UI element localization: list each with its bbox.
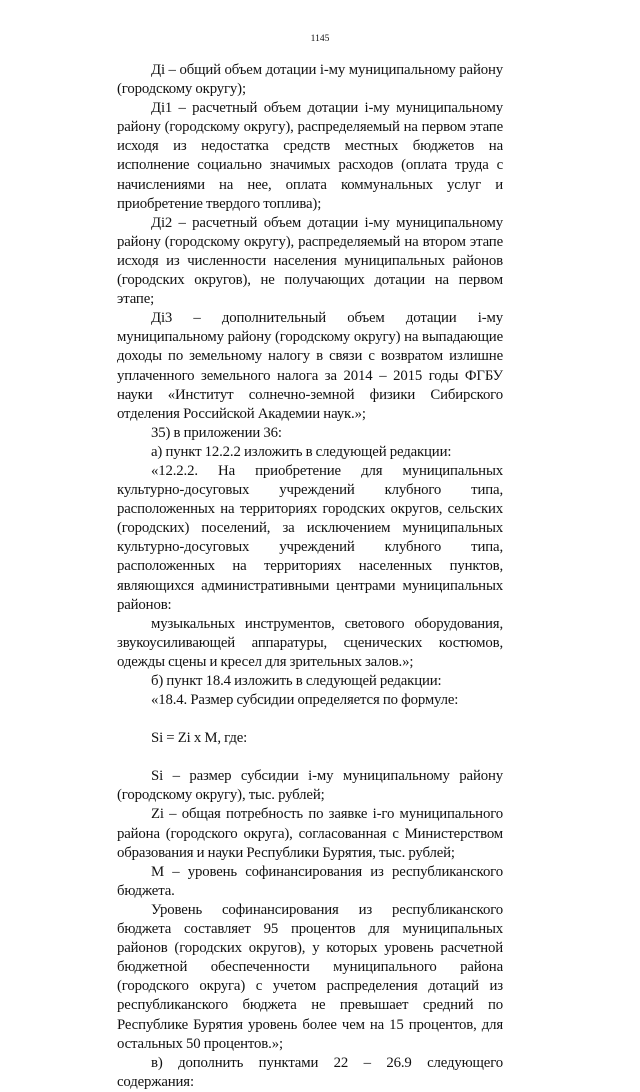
- paragraph-appendix-36: 35) в приложении 36:: [151, 424, 282, 441]
- paragraph-item-v: в) дополнить пунктами 22 – 26.9 следующего содержания:: [117, 1054, 503, 1090]
- paragraph-di2-definition: Дi2 – расчетный объем дотации i-му муниципальному району (городскому округу), распределяемый на втором этапе исходя из численности населения муниципальных районов (городских округов), не получающих дотации на первом этапе;: [117, 214, 503, 308]
- paragraph-di1-definition: Дi1 – расчетный объем дотации i-му муниципальному району (городскому округу), распределяемый на первом этапе исходя из недостатка средств местных бюджетов на исполнение социально значимых расходов (оплата труда с начислениями на нее, оплата коммунальных услуг и приобретение твердого топлива);: [117, 100, 503, 212]
- paragraph-clause-12-2-2: «12.2.2. На приобретение для муниципальных культурно-досуговых учреждений клубного типа, расположенных на территориях городских округов, сельских (городских) поселений, за исключением муниципальных культурно-досуговых учреждений клубного типа, расположенных на территориях населенных пунктов, являющихся административными центрами муниципальных районов:: [117, 462, 503, 613]
- spacer: [117, 748, 503, 767]
- document-body: [117, 61, 503, 1092]
- paragraph-cofinancing-level: Уровень софинансирования из республиканского бюджета составляет 95 процентов для муниципальных районов (городских округов), у которых уровень расчетной бюджетной обеспеченности муниципального района (городского округа) с учетом распределения дотаций из республиканского бюджета не превышает средний по Республике Бурятия уровень более чем на 15 процентов, для остальных 50 процентов.»;: [117, 901, 503, 1052]
- paragraph-di-definition: Дi – общий объем дотации i-му муниципальному району (городскому округу);: [117, 62, 503, 98]
- spacer: [117, 710, 503, 729]
- paragraph-equipment-list: музыкальных инструментов, светового оборудования, звукоусиливающей аппаратуры, сценических костюмов, одежды сцены и кресел для зрительных залов.»;: [117, 615, 503, 670]
- paragraph-m-definition: M – уровень софинансирования из республиканского бюджета.: [117, 863, 503, 899]
- formula: Si = Zi x M, где:: [151, 730, 248, 747]
- paragraph-zi-definition: Zi – общая потребность по заявке i-го муниципального района (городского округа), согласованная с Министерством образования и науки Республики Бурятия, тыс. рублей;: [117, 806, 503, 861]
- paragraph-si-definition: Si – размер субсидии i-му муниципальному району (городскому округу), тыс. рублей;: [117, 768, 503, 804]
- page-number: 1145: [310, 34, 330, 44]
- paragraph-item-b: б) пункт 18.4 изложить в следующей редакции:: [151, 673, 442, 689]
- paragraph-di3-definition: Дi3 – дополнительный объем дотации i-му муниципальному району (городскому округу) на выпадающие доходы по земельному налогу в связи с возвратом излишне уплаченного земельного налога за 2014 – 2015 годы ФГБУ науки «Институт солнечно-земной физики Сибирского отделения Российской Академии наук.»;: [117, 310, 503, 422]
- paragraph-item-a: а) пункт 12.2.2 изложить в следующей редакции:: [151, 443, 452, 460]
- paragraph-clause-18-4: «18.4. Размер субсидии определяется по формуле:: [151, 692, 459, 709]
